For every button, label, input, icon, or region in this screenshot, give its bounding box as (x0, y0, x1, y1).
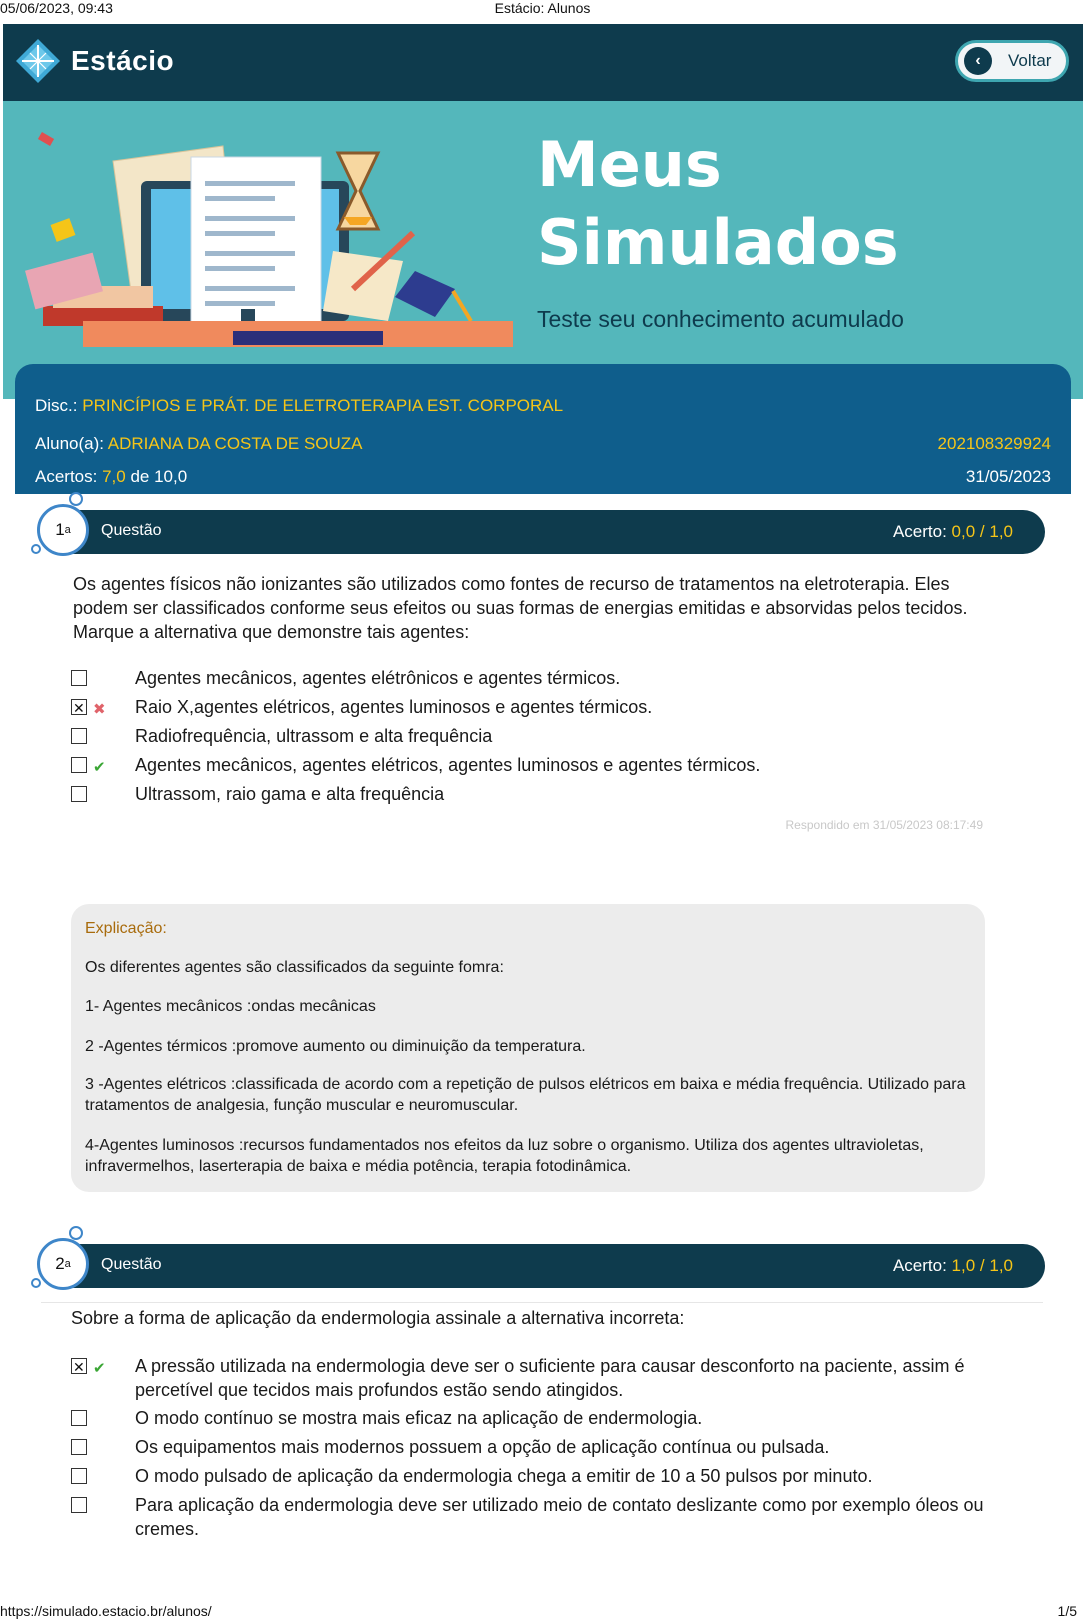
student-registration: 202108329924 (937, 434, 1051, 453)
question-text: Os agentes físicos não ionizantes são utilizados como fontes de recurso de tratamentos na eletroterapia. Eles podem ser classificados conforme seus efeitos ou suas formas de energias emitidas e absorvidas pelos tecidos. Marque a alternativa que demonstre tais agentes: (73, 574, 968, 642)
question-number-suffix: a (64, 1258, 71, 1270)
question-label: Questão (101, 1256, 162, 1273)
explanation-paragraph: 2 -Agentes térmicos :promove aumento ou diminuição da temperatura. (85, 1038, 586, 1055)
correct-check-icon: ✔ (93, 759, 106, 776)
chevron-left-icon: ‹ (964, 47, 992, 75)
badge-decoration (69, 1226, 83, 1240)
print-datetime: 05/06/2023, 09:43 (0, 0, 113, 16)
back-button-label: Voltar (1008, 51, 1052, 70)
question-header (61, 1244, 1045, 1288)
question-score-value: 0,0 (951, 522, 976, 541)
checkbox-icon[interactable] (71, 1410, 87, 1426)
checked-box-icon[interactable] (71, 699, 87, 715)
student-row (35, 434, 363, 454)
question-score (893, 522, 1013, 542)
wrong-icon: ✖ (93, 701, 106, 718)
exam-date: 31/05/2023 (965, 467, 1051, 486)
banner (3, 101, 1083, 399)
question-score-value: 1,0 (951, 1256, 976, 1275)
explanation-title: Explicação: (85, 920, 167, 937)
option-text: Ultrassom, raio gama e alta frequência (135, 784, 445, 804)
banner-title (537, 126, 899, 282)
print-footer (0, 1603, 1085, 1623)
score-value: 7,0 (102, 467, 126, 486)
print-header (0, 0, 1085, 18)
explanation-paragraph: Os diferentes agentes são classificados da seguinte fomra: (85, 959, 504, 976)
question-score-total: 1,0 (989, 522, 1013, 541)
question-score-separator: / (975, 1256, 990, 1275)
option-text: O modo contínuo se mostra mais eficaz na aplicação de endermologia. (135, 1408, 703, 1428)
estacio-logo-icon (15, 38, 61, 84)
option-text: Raio X,agentes elétricos, agentes luminosos e agentes térmicos. (135, 697, 653, 717)
checked-box-icon[interactable] (71, 1358, 87, 1374)
option-text: A pressão utilizada na endermologia deve ser o suficiente para causar desconforto na paciente, assim é percetível que tecidos mais profundos estão sendo atingidos. (135, 1356, 965, 1400)
score-row (35, 467, 187, 487)
banner-title-line1: Meus (537, 128, 722, 201)
explanation-box (71, 904, 985, 1192)
checkbox-icon[interactable] (71, 1439, 87, 1455)
question-score-label: Acerto: (892, 1256, 947, 1275)
option-text: Os equipamentos mais modernos possuem a opção de aplicação contínua ou pulsada. (135, 1437, 830, 1457)
explanation-paragraph: 4-Agentes luminosos :recursos fundamentados nos efeitos da luz sobre o organismo. Utiliza dos agentes ultravioletas, infravermelhos, laserterapia de baixa e média potência, terapia fotodinâmica. (85, 1137, 924, 1175)
question-number-suffix: a (64, 524, 71, 536)
checkbox-icon[interactable] (71, 1497, 87, 1513)
option-text: Agentes mecânicos, agentes elétricos, agentes luminosos e agentes térmicos. (135, 755, 761, 775)
checkbox-icon[interactable] (71, 786, 87, 802)
question-score-separator: / (975, 522, 990, 541)
divider (41, 1302, 1043, 1303)
answered-timestamp: Respondido em 31/05/2023 08:17:49 (785, 818, 983, 832)
discipline-value: PRINCÍPIOS E PRÁT. DE ELETROTERAPIA EST. CORPORAL (82, 396, 564, 415)
brand-name: Estácio (71, 45, 175, 76)
banner-title-line2: Simulados (537, 206, 899, 279)
print-title: Estácio: Alunos (494, 0, 591, 16)
back-button[interactable] (955, 40, 1069, 82)
score-total: de 10,0 (130, 467, 188, 486)
correct-check-icon: ✔ (93, 1360, 106, 1377)
discipline-row (35, 396, 563, 416)
top-bar (3, 24, 1083, 101)
banner-subtitle: Teste seu conhecimento acumulado (537, 306, 904, 332)
question-score-total: 1,0 (989, 1256, 1013, 1275)
explanation-paragraph: 3 -Agentes elétricos :classificada de acordo com a repetição de pulsos elétricos em baixa e média frequência. Utilizado para tratamentos de analgesia, função muscular e neuromuscular. (85, 1076, 966, 1114)
question-number-badge (37, 1238, 89, 1290)
discipline-label: Disc.: (35, 396, 78, 415)
page (3, 24, 1083, 1600)
question-number: 1 (55, 520, 65, 539)
print-url: https://simulado.estacio.br/alunos/ (0, 1603, 212, 1619)
score-label: Acertos: (35, 467, 98, 486)
question-number: 2 (55, 1254, 65, 1273)
question-text: Sobre a forma de aplicação da endermologia assinale a alternativa incorreta: (71, 1308, 685, 1328)
checkbox-icon[interactable] (71, 670, 87, 686)
checkbox-icon[interactable] (71, 728, 87, 744)
student-name: ADRIANA DA COSTA DE SOUZA (107, 434, 363, 453)
estacio-logo[interactable] (15, 38, 174, 84)
question-header (61, 510, 1045, 554)
question-label: Questão (101, 522, 162, 539)
question-score-label: Acerto: (892, 522, 947, 541)
option-text: Para aplicação da endermologia deve ser utilizado meio de contato deslizante como por exemplo óleos ou cremes. (135, 1495, 984, 1539)
study-illustration (23, 121, 513, 361)
option-text: Agentes mecânicos, agentes elétrônicos e agentes térmicos. (135, 668, 621, 688)
explanation-paragraph: 1- Agentes mecânicos :ondas mecânicas (85, 998, 376, 1015)
option-text: Radiofrequência, ultrassom e alta frequência (135, 726, 493, 746)
checkbox-icon[interactable] (71, 757, 87, 773)
student-label: Aluno(a): (35, 434, 104, 453)
checkbox-icon[interactable] (71, 1468, 87, 1484)
badge-decoration (31, 544, 41, 554)
print-page-number: 1/5 (1057, 1603, 1077, 1619)
option-text: O modo pulsado de aplicação da endermologia chega a emitir de 10 a 50 pulsos por minuto. (135, 1466, 873, 1486)
badge-decoration (69, 492, 83, 506)
student-info-card (15, 364, 1071, 494)
question-number-badge (37, 504, 89, 556)
question-score (893, 1256, 1013, 1276)
badge-decoration (31, 1278, 41, 1288)
